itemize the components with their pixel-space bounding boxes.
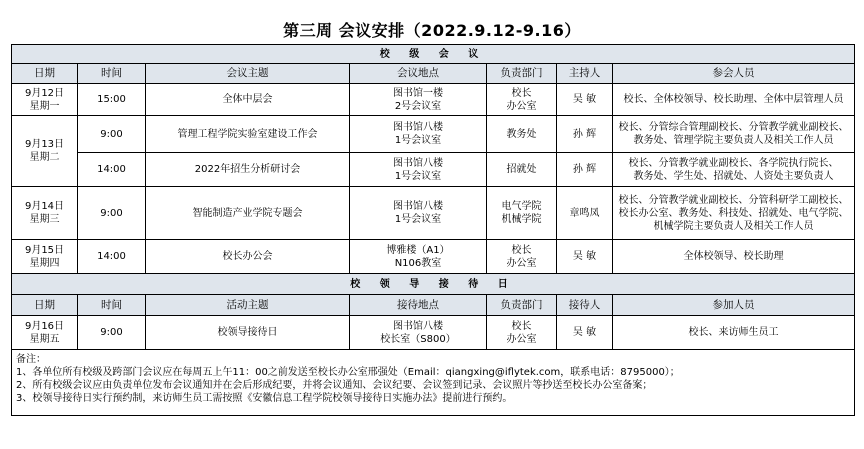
attendees-cell: 全体校领导、校长助理 (613, 240, 855, 274)
attendees-cell: 校长、来访师生员工 (613, 316, 855, 350)
col-header-date: 日期 (12, 295, 78, 316)
dept-cell: 教务处 (487, 116, 557, 153)
topic-cell: 全体中层会 (146, 84, 350, 116)
date-cell: 9月16日 星期五 (12, 316, 78, 350)
col-header-attendees: 参会人员 (613, 64, 855, 84)
time-cell: 9:00 (78, 316, 146, 350)
date-cell: 9月13日 星期二 (12, 116, 78, 187)
host-cell: 吴 敏 (557, 240, 613, 274)
dept-cell: 校长 办公室 (487, 84, 557, 116)
topic-cell: 管理工程学院实验室建设工作会 (146, 116, 350, 153)
col-header-location: 接待地点 (350, 295, 487, 316)
host-cell: 吴 敏 (557, 316, 613, 350)
location-cell: 图书馆八楼 1号会议室 (350, 116, 487, 153)
col-header-topic: 活动主题 (146, 295, 350, 316)
attendees-cell: 校长、分管教学就业副校长、分管科研学工副校长、 校长办公室、教务处、科技处、招就处、电气学院、 机械学院主要负责人及相关工作人员 (613, 187, 855, 240)
time-cell: 14:00 (78, 153, 146, 187)
date-cell: 9月12日 星期一 (12, 84, 78, 116)
note-item: 3、校领导接待日实行预约制，来访师生员工需按照《安徽信息工程学院校领导接待日实施办法》提前进行预约。 (16, 393, 513, 404)
topic-cell: 校领导接待日 (146, 316, 350, 350)
reception-section-title: 校 领 导 接 待 日 (12, 274, 855, 295)
dept-cell: 校长 办公室 (487, 316, 557, 350)
table-row (12, 240, 855, 274)
attendees-cell: 校长、全体校领导、校长助理、全体中层管理人员 (613, 84, 855, 116)
note-item: 2、所有校级会议应由负责单位发布会议通知并在会后形成纪要，并将会议通知、会议纪要、会议签到记录、会议照片等抄送至校长办公室备案； (16, 380, 653, 391)
host-cell: 吴 敏 (557, 84, 613, 116)
col-header-time: 时间 (78, 295, 146, 316)
notes-block (12, 350, 855, 416)
topic-cell: 2022年招生分析研讨会 (146, 153, 350, 187)
date-cell: 9月14日 星期三 (12, 187, 78, 240)
attendees-cell: 校长、分管教学就业副校长、各学院执行院长、 教务处、学生处、招就处、人资处主要负责人 (613, 153, 855, 187)
col-header-date: 日期 (12, 64, 78, 84)
topic-cell: 智能制造产业学院专题会 (146, 187, 350, 240)
attendees-cell: 校长、分管综合管理副校长、分管教学就业副校长、 教务处、管理学院主要负责人及相关工作人员 (613, 116, 855, 153)
time-cell: 15:00 (78, 84, 146, 116)
time-cell: 9:00 (78, 116, 146, 153)
col-header-time: 时间 (78, 64, 146, 84)
table-row (12, 116, 855, 153)
col-header-dept: 负责部门 (487, 64, 557, 84)
col-header-location: 会议地点 (350, 64, 487, 84)
page-title: 第三周 会议安排（2022.9.12-9.16） (283, 21, 581, 40)
dept-cell: 招就处 (487, 153, 557, 187)
location-cell: 图书馆八楼 1号会议室 (350, 187, 487, 240)
meeting-section-title: 校 级 会 议 (12, 45, 855, 64)
date-cell: 9月15日 星期四 (12, 240, 78, 274)
location-cell: 图书馆八楼 校长室（S800） (350, 316, 487, 350)
col-header-host: 主持人 (557, 64, 613, 84)
topic-cell: 校长办公会 (146, 240, 350, 274)
location-cell: 图书馆八楼 1号会议室 (350, 153, 487, 187)
dept-cell: 电气学院 机械学院 (487, 187, 557, 240)
col-header-attendees: 参加人员 (613, 295, 855, 316)
host-cell: 孙 辉 (557, 116, 613, 153)
notes-heading: 备注： (16, 354, 46, 365)
host-cell: 章鸣凤 (557, 187, 613, 240)
table-row (12, 316, 855, 350)
location-cell: 图书馆一楼 2号会议室 (350, 84, 487, 116)
host-cell: 孙 辉 (557, 153, 613, 187)
table-row (12, 153, 855, 187)
note-item: 1、各单位所有校级及跨部门会议应在每周五上午11：00之前发送至校长办公室邢强处（Email：qiangxing@iflytek.com，联系电话：8795000）； (16, 367, 680, 378)
dept-cell: 校长 办公室 (487, 240, 557, 274)
table-row (12, 84, 855, 116)
location-cell: 博雅楼（A1） N106教室 (350, 240, 487, 274)
schedule-table (11, 44, 855, 416)
time-cell: 14:00 (78, 240, 146, 274)
time-cell: 9:00 (78, 187, 146, 240)
col-header-topic: 会议主题 (146, 64, 350, 84)
table-row (12, 187, 855, 240)
col-header-dept: 负责部门 (487, 295, 557, 316)
col-header-host: 接待人 (557, 295, 613, 316)
